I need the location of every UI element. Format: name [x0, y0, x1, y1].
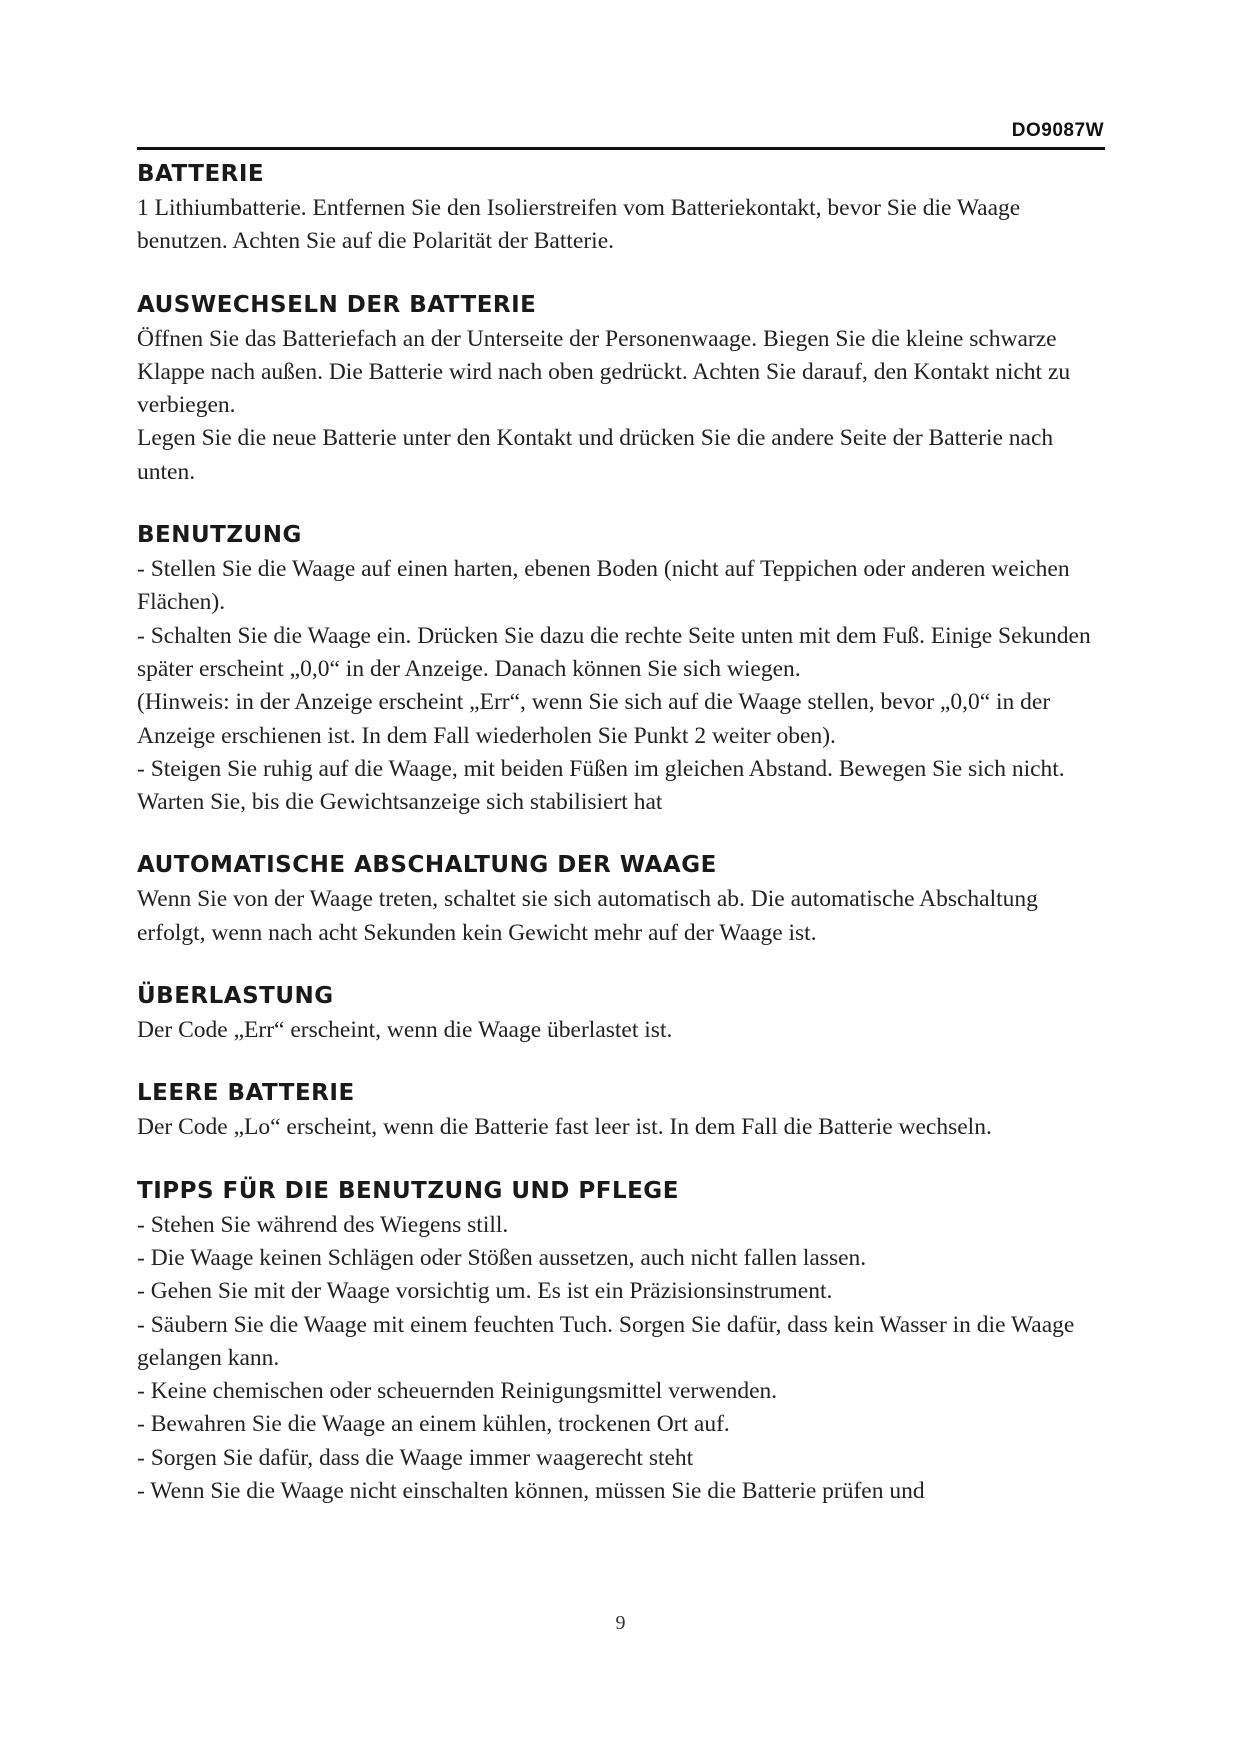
paragraph: - Schalten Sie die Waage ein. Drücken Sie dazu die rechte Seite unten mit dem Fuß. Einige Sekunden später erscheint „0,0“ in der Anzeige. Danach können Sie sich wiegen.	[137, 622, 1091, 682]
section-leere-batterie	[137, 1077, 1109, 1144]
section-heading: BATTERIE	[137, 161, 265, 187]
list-item: - Säubern Sie die Waage mit einem feuchten Tuch. Sorgen Sie dafür, dass kein Wasser in die Waage gelangen kann.	[137, 1311, 1075, 1371]
document-body	[137, 158, 1109, 1538]
paragraph: Legen Sie die neue Batterie unter den Kontakt und drücken Sie die andere Seite der Batterie nach unten.	[137, 425, 1054, 485]
paragraph: Der Code „Lo“ erscheint, wenn die Batterie fast leer ist. In dem Fall die Batterie wechseln.	[137, 1114, 992, 1141]
section-abschaltung	[137, 849, 1109, 950]
section-ueberlastung	[137, 980, 1109, 1047]
list-item: - Gehen Sie mit der Waage vorsichtig um. Es ist ein Präzisionsinstrument.	[137, 1278, 833, 1305]
section-heading: AUTOMATISCHE ABSCHALTUNG DER WAAGE	[137, 852, 717, 879]
list-item: - Bewahren Sie die Waage an einem kühlen, trockenen Ort auf.	[137, 1411, 730, 1438]
list-item: - Stehen Sie während des Wiegens still.	[137, 1211, 509, 1238]
page-number: 9	[615, 1612, 626, 1634]
list-item: - Keine chemischen oder scheuernden Reinigungsmittel verwenden.	[137, 1378, 778, 1405]
paragraph: Öffnen Sie das Batteriefach an der Unterseite der Personenwaage. Biegen Sie die kleine schwarze Klappe nach außen. Die Batterie wird nach oben gedrückt. Achten Sie darauf, den Kontakt nicht zu verbiegen.	[137, 325, 1071, 419]
header-rule	[137, 147, 1105, 150]
section-tipps	[137, 1175, 1109, 1509]
section-benutzung	[137, 519, 1109, 819]
section-auswechseln	[137, 289, 1109, 489]
section-batterie	[137, 158, 1109, 259]
section-heading: AUSWECHSELN DER BATTERIE	[137, 291, 537, 318]
model-number: DO9087W	[1011, 120, 1104, 141]
paragraph: - Stellen Sie die Waage auf einen harten, ebenen Boden (nicht auf Teppichen oder anderen weichen Flächen).	[137, 556, 1070, 616]
paragraph: Der Code „Err“ erscheint, wenn die Waage überlastet ist.	[137, 1017, 673, 1044]
list-item: - Wenn Sie die Waage nicht einschalten können, müssen Sie die Batterie prüfen und	[137, 1478, 925, 1505]
list-item: - Sorgen Sie dafür, dass die Waage immer waagerecht steht	[137, 1444, 694, 1471]
section-heading: BENUTZUNG	[137, 522, 302, 549]
paragraph: 1 Lithiumbatterie. Entfernen Sie den Isolierstreifen vom Batteriekontakt, bevor Sie die Waage benutzen. Achten Sie auf die Polarität der Batterie.	[137, 195, 1021, 255]
section-heading: LEERE BATTERIE	[137, 1080, 355, 1107]
paragraph: (Hinweis: in der Anzeige erscheint „Err“, wenn Sie sich auf die Waage stellen, bevor „0,0“ in der Anzeige erschienen ist. In dem Fall wiederholen Sie Punkt 2 weiter oben).	[137, 689, 1051, 749]
paragraph: - Steigen Sie ruhig auf die Waage, mit beiden Füßen im gleichen Abstand. Bewegen Sie sich nicht. Warten Sie, bis die Gewichtsanzeige sich stabilisiert hat	[137, 755, 1065, 816]
section-heading: TIPPS FÜR DIE BENUTZUNG UND PFLEGE	[137, 1177, 679, 1204]
section-heading: ÜBERLASTUNG	[137, 983, 334, 1010]
paragraph: Wenn Sie von der Waage treten, schaltet sie sich automatisch ab. Die automatische Abschaltung erfolgt, wenn nach acht Sekunden kein Gewicht mehr auf der Waage ist.	[137, 886, 1038, 946]
list-item: - Die Waage keinen Schlägen oder Stößen aussetzen, auch nicht fallen lassen.	[137, 1244, 867, 1271]
